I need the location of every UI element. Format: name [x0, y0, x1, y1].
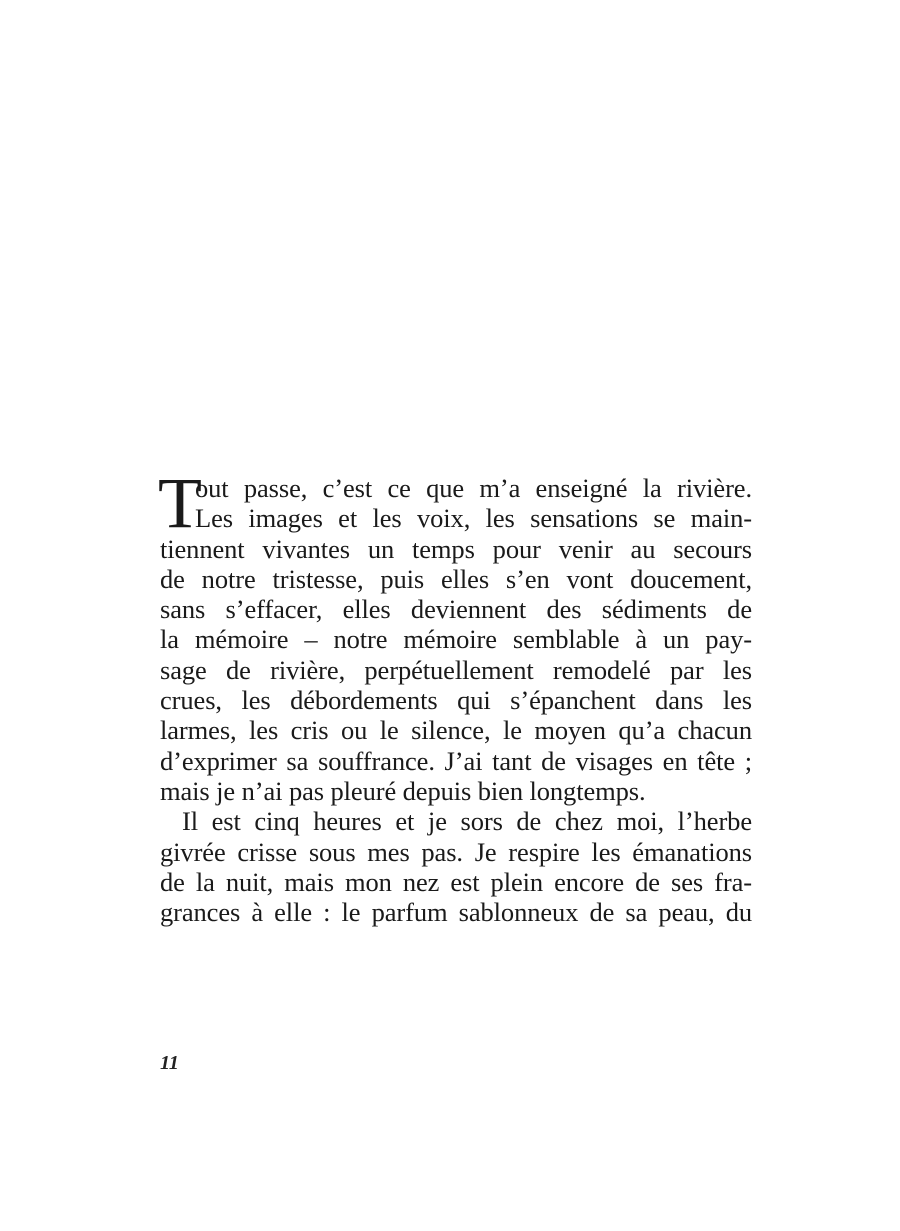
text-line: sans s’effacer, elles deviennent des sédiments de	[160, 594, 752, 625]
text-line: givrée crisse sous mes pas. Je respire les émanations	[160, 836, 752, 867]
text-line: Il est cinq heures et je sors de chez moi, l’herbe	[182, 806, 752, 837]
text-line: crues, les débordements qui s’épanchent dans les	[160, 685, 752, 716]
drop-cap: T	[158, 463, 202, 543]
body-text	[158, 463, 752, 928]
text-line: mais je n’ai pas pleuré depuis bien longtemps.	[160, 775, 646, 806]
page-number: 11	[160, 1052, 179, 1074]
text-line: grances à elle : le parfum sablonneux de sa peau, du	[160, 897, 752, 928]
text-line: d’exprimer sa souffrance. J’ai tant de visages en tête ;	[160, 745, 752, 776]
text-line: out passe, c’est ce que m’a enseigné la rivière.	[195, 473, 752, 503]
text-line: larmes, les cris ou le silence, le moyen qu’a chacun	[160, 715, 752, 746]
text-line: sage de rivière, perpétuellement remodelé par les	[160, 654, 752, 685]
text-line: tiennent vivantes un temps pour venir au secours	[160, 533, 752, 564]
text-line: de la nuit, mais mon nez est plein encore de ses fra-	[160, 866, 752, 897]
text-line: de notre tristesse, puis elles s’en vont doucement,	[160, 563, 752, 594]
text-line: Les images et les voix, les sensations se main-	[195, 503, 752, 534]
text-line: la mémoire – notre mémoire semblable à un pay-	[160, 624, 752, 655]
